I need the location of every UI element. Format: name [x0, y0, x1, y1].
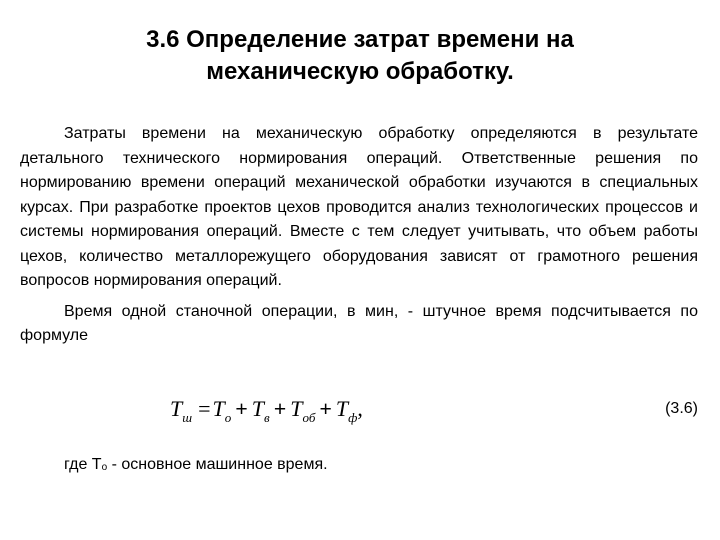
formula-row: [20, 396, 698, 436]
formula-plus: +: [273, 396, 287, 421]
formula-plus: +: [235, 396, 248, 421]
formula-comma: ,: [357, 396, 363, 421]
formula-var-t: T: [212, 396, 225, 421]
formula: [170, 396, 363, 436]
formula-sub-f: ф: [348, 410, 358, 425]
formula-sub-o: о: [224, 410, 232, 425]
formula-sub-sh: ш: [182, 410, 193, 425]
paragraph-2: Время одной станочной операции, в мин, - штучное время подсчитывается по формуле: [20, 302, 698, 344]
formula-equals: =: [198, 396, 211, 421]
formula-note: [64, 456, 328, 474]
formula-sub-ob: об: [302, 410, 316, 425]
formula-var-t: T: [170, 396, 183, 421]
formula-sub-v: в: [264, 410, 270, 425]
title-line-1: 3.6 Определение затрат времени на: [146, 26, 574, 53]
body-text: [20, 122, 698, 349]
formula-var-t: T: [290, 396, 303, 421]
equation-number: (3.6): [665, 400, 698, 417]
formula-var-t: T: [335, 396, 349, 421]
paragraph-1: Затраты времени на механическую обработку определяются в результате детального технического нормирования операций. Ответственные решения по нормированию времени операций механической обработки изучаются в специальных курсах. При разработке проектов цехов проводится анализ технологических процессов и системы нормирования операций. Вместе с тем следует учитывать, что объем работы цехов, количество металлорежущего оборудования зависят от грамотного решения вопросов нормирования операций.: [20, 125, 698, 289]
note-text: - основное машинное время.: [107, 456, 328, 473]
title-line-2: механическую обработку.: [206, 58, 514, 85]
formula-plus: +: [319, 396, 332, 421]
note-prefix: где Т: [64, 456, 102, 473]
formula-var-t: T: [251, 396, 265, 421]
note-subscript: о: [101, 462, 108, 473]
page-title: [60, 24, 660, 88]
